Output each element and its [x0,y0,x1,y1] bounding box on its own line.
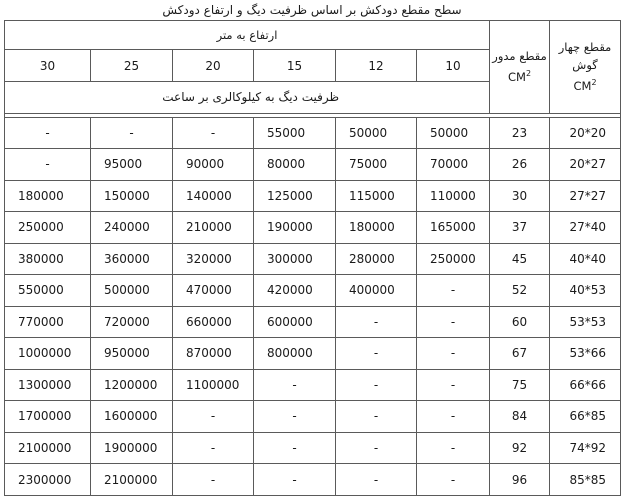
capacity-cell: 720000 [91,306,173,338]
capacity-cell: 400000 [336,275,417,307]
capacity-cell: 90000 [173,149,254,181]
capacity-cell: - [173,117,254,149]
round-section-cell: 37 [490,212,550,244]
square-section-cell: 53*53 [550,306,621,338]
round-section-cell: 60 [490,306,550,338]
square-section-cell: 66*66 [550,369,621,401]
capacity-cell: 550000 [5,275,91,307]
capacity-cell: 150000 [91,180,173,212]
capacity-cell: 210000 [173,212,254,244]
capacity-cell: 320000 [173,243,254,275]
unit-text: CM [507,70,526,85]
capacity-cell: - [417,338,490,370]
round-section-label: مقطع مدور [492,49,547,64]
capacity-cell: 1900000 [91,432,173,464]
capacity-cell: 50000 [336,117,417,149]
capacity-cell: 470000 [173,275,254,307]
capacity-cell: - [336,369,417,401]
capacity-cell: 500000 [91,275,173,307]
table-row [5,401,621,433]
table-row [5,117,621,149]
capacity-cell: 660000 [173,306,254,338]
square-section-cell: 40*53 [550,275,621,307]
capacity-cell: 250000 [5,212,91,244]
capacity-cell: - [254,432,336,464]
capacity-cell: 870000 [173,338,254,370]
capacity-cell: 1600000 [91,401,173,433]
capacity-cell: - [336,432,417,464]
capacity-cell: - [336,464,417,496]
table-row [5,369,621,401]
capacity-cell: 1000000 [5,338,91,370]
capacity-cell: 600000 [254,306,336,338]
square-section-cell: 27*27 [550,180,621,212]
height-20: 20 [173,50,254,82]
round-section-cell: 67 [490,338,550,370]
table-row [5,212,621,244]
capacity-cell: - [254,401,336,433]
unit-exponent: 2 [591,78,597,88]
unit-text: CM [573,79,592,94]
chimney-capacity-table [4,20,621,496]
capacity-cell: 180000 [5,180,91,212]
table-row [5,275,621,307]
table-row [5,306,621,338]
capacity-cell: 70000 [417,149,490,181]
capacity-cell: 2300000 [5,464,91,496]
square-section-cell: 27*40 [550,212,621,244]
square-section-unit [573,79,596,93]
round-section-cell: 92 [490,432,550,464]
capacity-cell: 75000 [336,149,417,181]
round-section-header [490,21,550,114]
height-10: 10 [417,50,490,82]
table-row [5,149,621,181]
capacity-cell: - [336,401,417,433]
capacity-cell: 420000 [254,275,336,307]
unit-exponent: 2 [525,69,532,79]
height-12: 12 [336,50,417,82]
table-row [5,464,621,496]
round-section-cell: 75 [490,369,550,401]
round-section-cell: 23 [490,117,550,149]
capacity-cell: 55000 [254,117,336,149]
capacity-cell: 800000 [254,338,336,370]
square-section-cell: 66*85 [550,401,621,433]
height-15: 15 [254,50,336,82]
capacity-cell: 95000 [91,149,173,181]
capacity-cell: 50000 [417,117,490,149]
capacity-cell: - [173,401,254,433]
capacity-cell: - [417,275,490,307]
table-row [5,243,621,275]
capacity-cell: 125000 [254,180,336,212]
square-section-cell: 74*92 [550,432,621,464]
table-row [5,180,621,212]
capacity-cell: 360000 [91,243,173,275]
square-section-header [550,21,621,114]
capacity-cell: - [173,432,254,464]
capacity-cell: - [336,306,417,338]
capacity-cell: - [173,464,254,496]
round-section-unit [508,70,531,84]
capacity-cell: 1700000 [5,401,91,433]
capacity-cell: 300000 [254,243,336,275]
round-section-cell: 52 [490,275,550,307]
capacity-cell: 240000 [91,212,173,244]
round-section-cell: 45 [490,243,550,275]
capacity-cell: - [417,432,490,464]
height-30: 30 [5,50,91,82]
capacity-cell: 1100000 [173,369,254,401]
capacity-header: ظرفیت دیگ به کیلوکالری بر ساعت [5,82,490,114]
capacity-cell: 1200000 [91,369,173,401]
capacity-cell: - [254,369,336,401]
capacity-cell: 110000 [417,180,490,212]
square-section-cell: 53*66 [550,338,621,370]
square-section-cell: 40*40 [550,243,621,275]
capacity-cell: 180000 [336,212,417,244]
capacity-cell: - [254,464,336,496]
round-section-cell: 84 [490,401,550,433]
capacity-cell: - [91,117,173,149]
capacity-cell: 2100000 [5,432,91,464]
capacity-cell: 950000 [91,338,173,370]
round-section-cell: 26 [490,149,550,181]
table-row [5,338,621,370]
height-header: ارتفاع به متر [5,21,490,50]
height-25: 25 [91,50,173,82]
capacity-cell: 165000 [417,212,490,244]
capacity-cell: 380000 [5,243,91,275]
capacity-cell: 115000 [336,180,417,212]
capacity-cell: 80000 [254,149,336,181]
capacity-cell: - [417,369,490,401]
capacity-cell: 2100000 [91,464,173,496]
capacity-cell: 250000 [417,243,490,275]
capacity-cell: 280000 [336,243,417,275]
round-section-cell: 30 [490,180,550,212]
square-section-label: مقطع چهار گوش [558,40,612,73]
capacity-cell: - [417,401,490,433]
square-section-cell: 85*85 [550,464,621,496]
capacity-cell: - [5,117,91,149]
capacity-cell: - [417,464,490,496]
capacity-cell: 770000 [5,306,91,338]
square-section-cell: 20*20 [550,117,621,149]
table-row [5,432,621,464]
round-section-cell: 96 [490,464,550,496]
capacity-cell: 1300000 [5,369,91,401]
capacity-cell: - [417,306,490,338]
capacity-cell: 190000 [254,212,336,244]
square-section-cell: 20*27 [550,149,621,181]
capacity-cell: - [5,149,91,181]
capacity-cell: - [336,338,417,370]
capacity-cell: 140000 [173,180,254,212]
table-title: سطح مقطع دودکش بر اساس ظرفیت دیگ و ارتفاع دودکش [162,3,462,17]
